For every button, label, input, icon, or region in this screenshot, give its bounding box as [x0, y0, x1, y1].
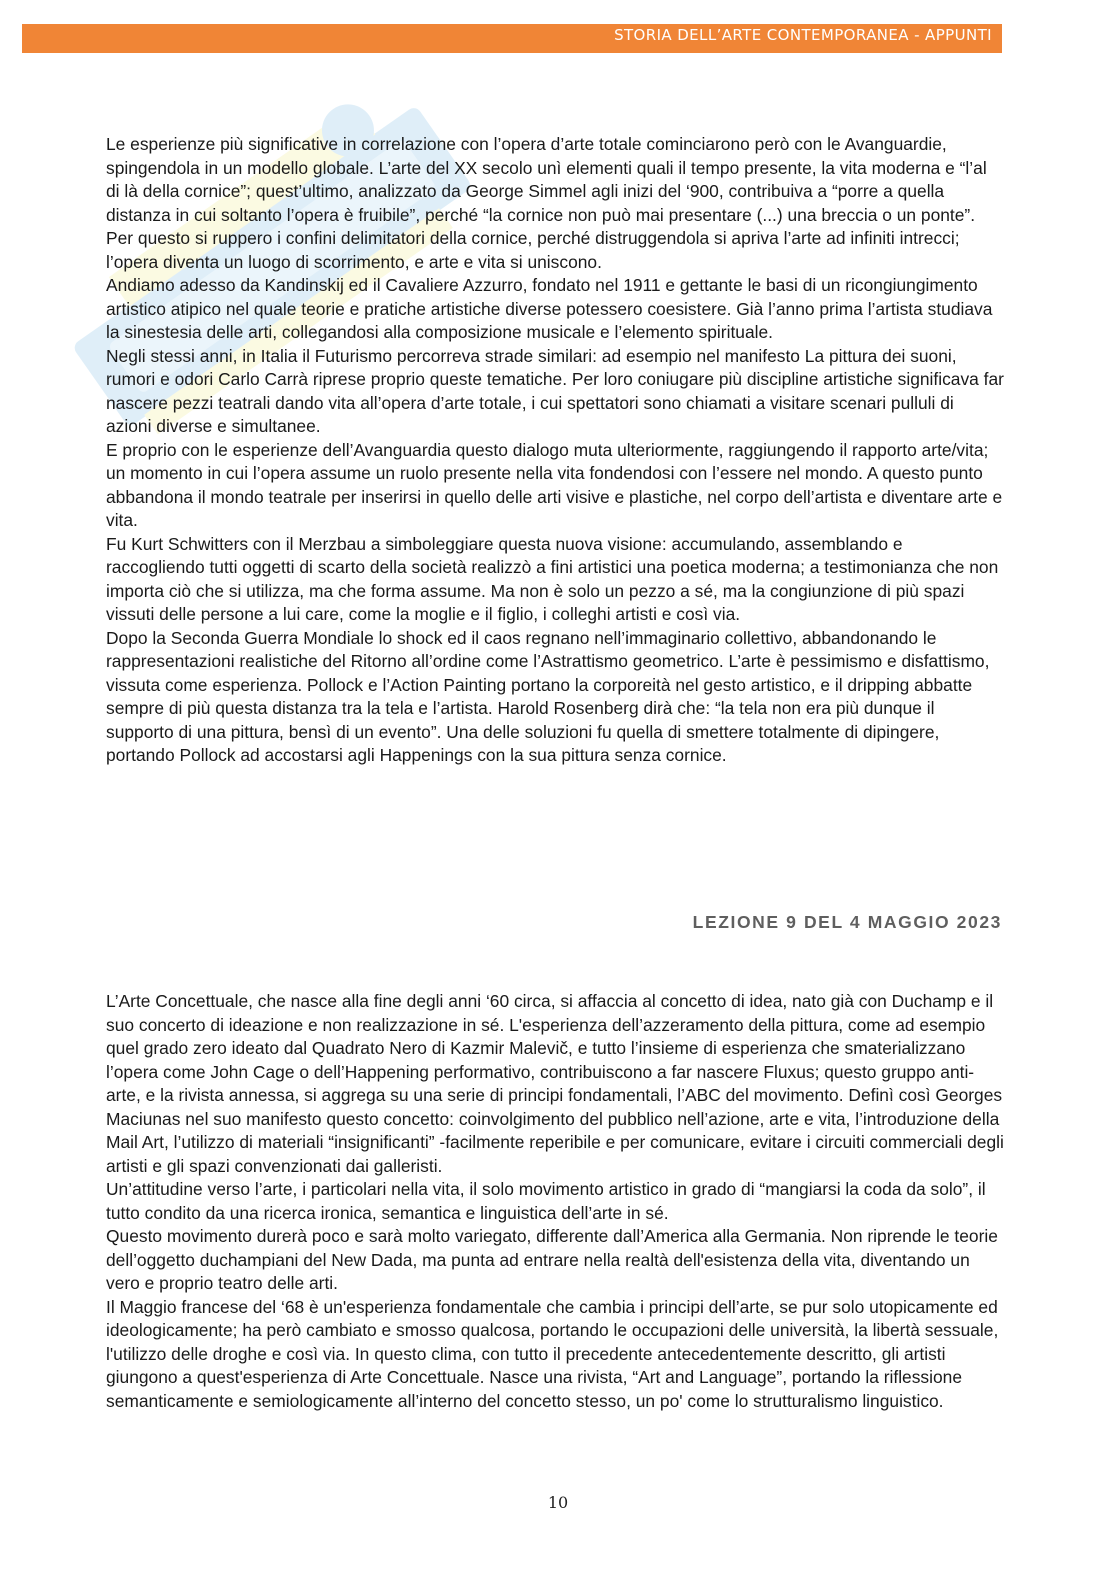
paragraph: Fu Kurt Schwitters con il Merzbau a simboleggiare questa nuova visione: accumulando, assemblando e raccogliendo tutti oggetti di scarto della società realizzò a fini artistici una poetica moderna; a testimonianza che non importa ciò che si utilizza, ma che forma assume. Ma non è solo un pezzo a sé, ma la congiunzione di più spazi vissuti delle persone a lui care, come la moglie e il figlio, i colleghi artisti e così via. [106, 533, 999, 624]
paragraph: Negli stessi anni, in Italia il Futurismo percorreva strade similari: ad esempio nel manifesto La pittura dei suoni, rumori e odori Carlo Carrà riprese proprio queste tematiche. Per loro coniugare più discipline artistiche significava far nascere pezzi teatrali dando vita all’opera d’arte totale, i cui spettatori sono chiamati a visitare scenari pulluli di azioni diverse e simultanee. [106, 345, 1004, 436]
paragraph: L’Arte Concettuale, che nasce alla fine degli anni ‘60 circa, si affaccia al concetto di idea, nato già con Duchamp e il suo concerto di ideazione e non realizzazione in sé. L'esperienza dell’azzeramento della pittura, come ad esempio quel grado zero ideato dal Quadrato Nero di Kazmir Malevič, e tutto l’insieme di esperienza che smaterializzano l’opera come John Cage o dell’Happening performativo, contribuiscono a far nascere Fluxus; questo gruppo anti-arte, e la rivista annessa, si aggrega su una serie di principi fondamentali, l’ABC del movimento. Definì così Georges Maciunas nel suo manifesto questo concetto: coinvolgimento del pubblico nell’azione, arte e vita, l’introduzione della Mail Art, l’utilizzo di materiali “insignificanti” -facilmente reperibile e per comunicare, evitare i circuiti commerciali degli artisti e gli spazi convenzionati dai galleristi. [106, 991, 1004, 1176]
lesson-heading: LEZIONE 9 DEL 4 MAGGIO 2023 [692, 912, 1002, 932]
paragraph: Il Maggio francese del ‘68 è un'esperienza fondamentale che cambia i principi dell’arte, se pur solo utopicamente ed ideologicamente; ha però cambiato e smosso qualcosa, portando le occupazioni delle università, la libertà sessuale, l'utilizzo delle droghe e così via. In questo clima, con tutto il precedente antecedentemente descritto, gli artisti giungono a quest'esperienza di Arte Concettuale. Nasce una rivista, “Art and Language”, portando la riflessione semanticamente e semiologicamente all’interno del concetto stesso, un po' come lo strutturalismo linguistico. [106, 1296, 999, 1411]
section-2-body [106, 990, 1004, 1413]
paragraph: Questo movimento durerà poco e sarà molto variegato, differente dall’America alla Germania. Non riprende le teorie dell’oggetto duchampiani del New Dada, ma punta ad entrare nella realtà dell'esistenza della vita, diventando un vero e proprio teatro delle arti. [106, 1226, 998, 1293]
header-title: STORIA DELL’ARTE CONTEMPORANEA - APPUNTI [614, 26, 992, 44]
paragraph: Un’attitudine verso l’arte, i particolari nella vita, il solo movimento artistico in grado di “mangiarsi la coda da solo”, il tutto condito da una ricerca ironica, semantica e linguistica dell’arte in sé. [106, 1179, 986, 1223]
paragraph: Andiamo adesso da Kandinskij ed il Cavaliere Azzurro, fondato nel 1911 e gettante le basi di un ricongiungimento artistico atipico nel quale teorie e pratiche artistiche diverse potessero coesistere. Già l’anno prima l’artista studiava la sinestesia delle arti, collegandosi alla composizione musicale e l’elemento spirituale. [106, 275, 993, 342]
paragraph: E proprio con le esperienze dell’Avanguardia questo dialogo muta ulteriormente, raggiungendo il rapporto arte/vita; un momento in cui l’opera assume un ruolo presente nella vita fondendosi con l’essere nel mondo. A questo punto abbandona il mondo teatrale per inserirsi in quello delle arti visive e plastiche, nel corpo dell’artista e diventare arte e vita. [106, 439, 1003, 530]
paragraph: Dopo la Seconda Guerra Mondiale lo shock ed il caos regnano nell’immaginario collettivo, abbandonando le rappresentazioni realistiche del Ritorno all’ordine come l’Astrattismo geometrico. L’arte è pessimismo e disfattismo, vissuta come esperienza. Pollock e l’Action Painting portano la corporeità nel gesto artistico, e il dripping abbatte sempre di più questa distanza tra la tela e l’artista. Harold Rosenberg dirà che: “la tela non era più dunque il supporto di una pittura, bensì di un evento”. Una delle soluzioni fu quella di smettere totalmente di dipingere, portando Pollock ad accostarsi agli Happenings con la sua pittura senza cornice. [106, 627, 990, 765]
header-bar [22, 24, 1002, 53]
page-number: 10 [547, 1493, 569, 1512]
paragraph: Le esperienze più significative in correlazione con l’opera d’arte totale cominciarono però con le Avanguardie, spingendola in un modello globale. L’arte del XX secolo unì elementi quali il tempo presente, la vita moderna e “l’al di là della cornice”; quest’ultimo, analizzato da George Simmel agli inizi del ‘900, contribuiva a “porre a quella distanza in cui soltanto l’opera è fruibile”, perché “la cornice non può mai presentare (...) una breccia o un ponte”. Per questo si ruppero i confini delimitatori della cornice, perché distruggendola si apriva l’arte ad infiniti intrecci; l’opera diventa un luogo di scorrimento, e arte e vita si uniscono. [106, 134, 987, 272]
section-1-body [106, 133, 1004, 768]
